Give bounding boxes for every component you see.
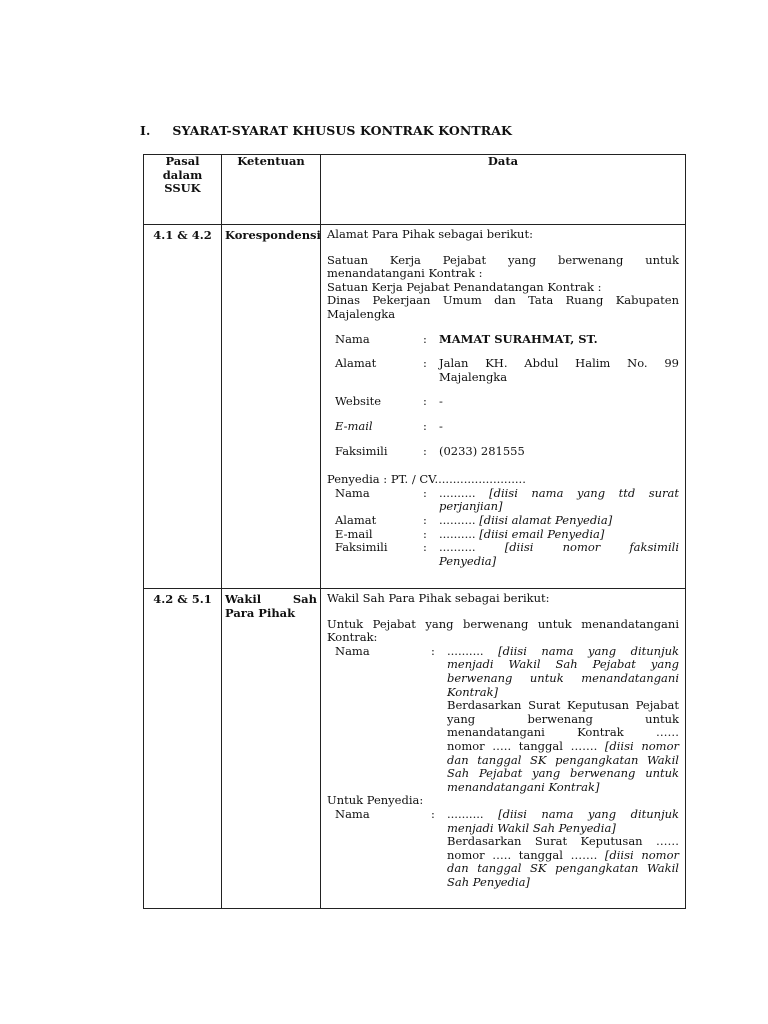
field-alamat: Alamat : Jalan KH. Abdul Halim No. 99 Majalengka xyxy=(335,356,679,384)
field-nama-value: MAMAT SURAHMAT, ST. xyxy=(439,331,598,346)
row1-data xyxy=(321,225,686,589)
row2-pejabat-nama: Nama : .......... [diisi nama yang ditunjuk menjadi Wakil Sah Pejabat yang berwenang untuk menandatangani Kontrak] Berdasarkan Surat Keputusan Pejabat yang berwenang untuk menandatangani Kontrak …… nomor ….. tanggal ……. [diisi nomor dan tanggal SK pengangkatan Wakil Sah Pejabat yang berwenang untuk menandatangani Kontrak] xyxy=(335,643,680,794)
row1-satuan-l3: Satuan Kerja Pejabat Penandatangan Kontrak : xyxy=(327,279,602,294)
row1-ketentuan: Korespondensi xyxy=(222,225,321,589)
row2-intro: Wakil Sah Para Pihak sebagai berikut: xyxy=(327,591,550,605)
field-faksimili: Faksimili : (0233) 281555 xyxy=(335,443,525,458)
row2-data: Wakil Sah Para Pihak sebagai berikut: Untuk Pejabat yang berwenang untuk menandatangani Kontrak: Nama : .......... [diisi nama yang ditunjuk menjadi Wakil Sah Pejabat yang berwenang untuk menandatangani Kontrak] Berdasarkan Surat Keputusan Pejabat yang berwenang untuk menandatangani Kontrak …… nomor ….. tanggal ……. [diisi nomor dan tanggal SK pengangkatan Wakil Sah Pejabat yang berwenang untuk menandatangani Kontrak] Untuk Penyedia: Nama : .......... [diisi nama yang ditunjuk menjadi Wakil Sah Penyedia] Berdasarkan Surat Keputusan …… nomor ….. tanggal ……. [diisi nomor dan tanggal SK pengangkatan Wakil Sah Penyedia] xyxy=(321,589,686,909)
table-row-korespondensi xyxy=(144,225,686,589)
row1-satuan-l1: Satuan Kerja Pejabat yang berwenang untuk xyxy=(327,252,679,267)
header-pasal: Pasal dalam SSUK xyxy=(144,155,222,225)
row1-intro: Alamat Para Pihak sebagai berikut: xyxy=(327,227,533,241)
row1-satuan-l2: menandatangani Kontrak : xyxy=(327,266,483,281)
penyedia-title: Penyedia : PT. / CV......................... xyxy=(327,472,526,487)
field-alamat-value-l1: Jalan KH. Abdul Halim No. 99 xyxy=(439,356,679,371)
penyedia-faksimili: Faksimili : .......... [diisi nomor faksimili Penyedia] xyxy=(335,540,680,568)
penyedia-nama: Nama : .......... [diisi nama yang ttd surat perjanjian] xyxy=(335,485,679,514)
table-header-row xyxy=(144,155,686,225)
field-alamat-value-l2: Majalengka xyxy=(439,369,508,384)
table-row-wakil-sah xyxy=(144,589,686,909)
row2-ketentuan: Wakil Sah Para Pihak xyxy=(222,589,321,909)
row1-dinas-l2: Majalengka xyxy=(327,306,396,321)
field-email: E-mail : - xyxy=(335,418,443,433)
row2-pasal: 4.2 & 5.1 xyxy=(144,589,222,909)
section-number: I. xyxy=(140,123,151,138)
row2-penyedia-nama: Nama : .......... [diisi nama yang ditunjuk menjadi Wakil Sah Penyedia] Berdasarkan Surat Keputusan …… nomor ….. tanggal ……. [diisi nomor dan tanggal SK pengangkatan Wakil Sah Penyedia] xyxy=(335,806,680,889)
penyedia-alamat: Alamat : .......... [diisi alamat Penyedia] xyxy=(335,512,613,527)
header-data: Data xyxy=(321,155,686,225)
section-heading xyxy=(140,123,512,138)
row1-pasal: 4.1 & 4.2 xyxy=(144,225,222,589)
header-ketentuan: Ketentuan xyxy=(222,155,321,225)
section-title: SYARAT-SYARAT KHUSUS KONTRAK KONTRAK xyxy=(172,123,513,138)
row1-dinas-l1: Dinas Pekerjaan Umum dan Tata Ruang Kabupaten xyxy=(327,293,679,308)
field-nama: Nama : MAMAT SURAHMAT, ST. xyxy=(327,333,679,347)
field-website: Website : - xyxy=(335,394,443,409)
ssuk-table xyxy=(143,154,686,909)
penyedia-email: E-mail : .......... [diisi email Penyedia] xyxy=(335,526,605,541)
row2-penyedia-title: Untuk Penyedia: xyxy=(327,793,424,808)
